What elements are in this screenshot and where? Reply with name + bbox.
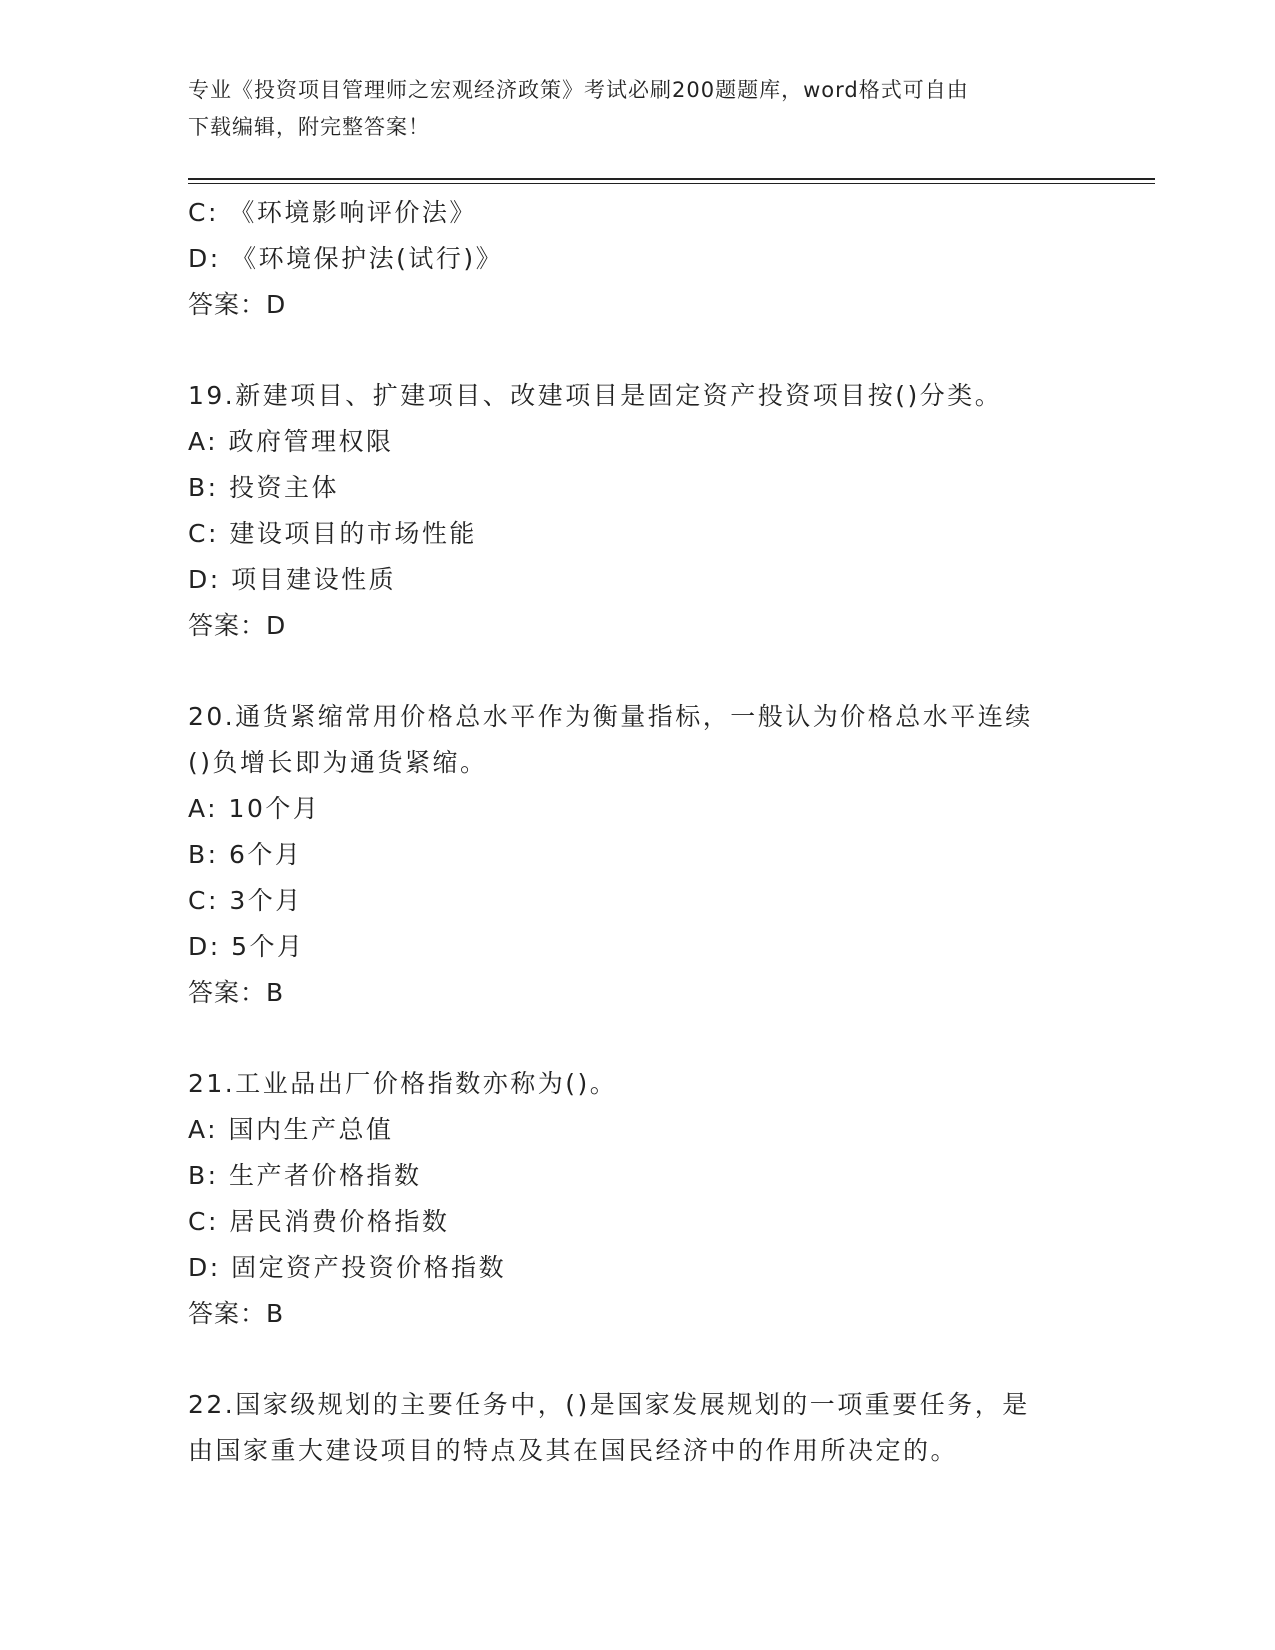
option-d: D: 固定资产投资价格指数 [188, 1253, 507, 1282]
question-stem-line-2: ()负增长即为通货紧缩。 [188, 748, 488, 777]
option-b: B: 生产者价格指数 [188, 1161, 422, 1190]
question-stem: 19.新建项目、扩建项目、改建项目是固定资产投资项目按()分类。 [188, 381, 1003, 410]
question-stem-line-1: 22.国家级规划的主要任务中，()是国家发展规划的一项重要任务，是 [188, 1390, 1030, 1419]
answer: 答案：D [188, 290, 287, 319]
option-b: B: 投资主体 [188, 473, 340, 502]
option-d: D: 《环境保护法(试行)》 [188, 244, 504, 273]
answer: 答案：B [188, 1299, 285, 1328]
option-a: A: 10个月 [188, 794, 321, 823]
question-22 [188, 1382, 1108, 1474]
question-21 [188, 1061, 1108, 1337]
option-c: C: 居民消费价格指数 [188, 1207, 450, 1236]
question-18-tail [188, 190, 1108, 328]
header-line-2: 下载编辑，附完整答案！ [188, 115, 430, 139]
option-b: B: 6个月 [188, 840, 303, 869]
header-line-1: 专业《投资项目管理师之宏观经济政策》考试必刷200题题库，word格式可自由 [188, 78, 969, 102]
question-stem-line-2: 由国家重大建设项目的特点及其在国民经济中的作用所决定的。 [188, 1436, 959, 1465]
answer: 答案：B [188, 978, 285, 1007]
question-list [188, 190, 1108, 1474]
question-19 [188, 373, 1108, 649]
option-a: A: 政府管理权限 [188, 427, 394, 456]
document-header [188, 72, 1068, 146]
header-rule-thin [188, 183, 1155, 184]
question-stem-line-1: 20.通货紧缩常用价格总水平作为衡量指标，一般认为价格总水平连续 [188, 702, 1033, 731]
question-stem: 21.工业品出厂价格指数亦称为()。 [188, 1069, 618, 1098]
option-c: C: 3个月 [188, 886, 303, 915]
option-c: C: 《环境影响评价法》 [188, 198, 477, 227]
answer: 答案：D [188, 611, 287, 640]
option-a: A: 国内生产总值 [188, 1115, 394, 1144]
option-d: D: 5个月 [188, 932, 305, 961]
header-rule-thick [188, 178, 1155, 180]
option-c: C: 建设项目的市场性能 [188, 519, 477, 548]
option-d: D: 项目建设性质 [188, 565, 397, 594]
question-20 [188, 694, 1108, 1016]
